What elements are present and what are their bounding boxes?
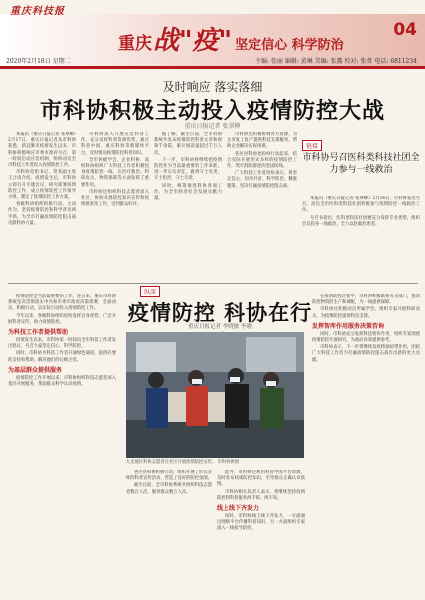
link-headline: 市科协号召医科类科技社团全力参与一线救治 <box>302 153 420 175</box>
paragraph: 同时，统筹推进科协各项工作，为全市经济社会发展贡献力量。 <box>154 183 222 202</box>
paper-name: 重庆科技报 <box>10 6 65 17</box>
paragraph: 各区县科协积极行动，组织开展了形式多样的科普宣传活动，营造了良好的防控氛围。 <box>126 470 212 482</box>
paragraph: 全市各级学会、企业科协、高校科协组织广大科技工作者积极投身疫情防控一线，在医疗救治、科研攻关、物资保障等方面发挥了重要作用。 <box>81 157 149 188</box>
subhead: 为基层群众提供服务 <box>8 366 63 374</box>
paragraph: 本报讯（重庆日报记者 张翠柳）2月16日，市科协发出号召，动员全市医科类科技社团积极参与疫情防控一线救治工作。 <box>302 196 420 214</box>
paragraph: 市科协还积极协调各方资源，为企业复工复产提供科技支撑服务，帮助企业解决实际困难。 <box>227 132 297 150</box>
link-tag: 链接 <box>302 140 322 151</box>
paragraph: 市科协表示，下一步将继续发挥桥梁纽带作用，团结广大科技工作者为打赢疫情防控阻击战作出新的更大贡献。 <box>312 345 420 363</box>
link-box <box>302 138 420 192</box>
paragraph: 疫情防控工作开展以来，市科协组织科技志愿者深入基层开展服务，帮助群众科学认识疫情。 <box>8 375 116 388</box>
story1-column-3 <box>154 132 222 280</box>
story2-headline: 疫情防控 科协在行 <box>127 301 313 325</box>
section-title <box>118 20 344 57</box>
paragraph: 市科协还组织科技志愿者深入社区，协助开展防控知识宣传和疫情排查等工作，受到群众好评。 <box>81 189 149 208</box>
paragraph: 各区县科协也纷纷行动起来，结合实际开展形式多样的疫情防控工作，筑牢群防群控的坚固防线。 <box>227 151 297 170</box>
subhead: 为科技工作者提供帮助 <box>8 329 69 337</box>
paragraph: 各级科协组织积极行动，主动作为，坚持疫情防控和科学普及两手抓，为全市打赢疫情防控阻击战贡献科协力量。 <box>8 202 76 226</box>
paragraph: 下一步，市科协将继续把疫情防控作为当前最重要的工作来抓，进一步压实责任，做到守土有责、守土担责、守土尽责。 <box>154 157 222 182</box>
paragraph: 此外，市科协还利用科普中国平台资源，及时发布权威防控知识，引导群众正确认识疫情。 <box>217 470 305 488</box>
link-body <box>302 196 420 280</box>
section-divider <box>8 283 418 284</box>
section-title-fight: 战"疫" <box>153 26 233 56</box>
section-title-city: 重庆 <box>118 34 152 54</box>
volunteers-photo-illustration <box>126 332 304 458</box>
story2-column-2 <box>126 470 212 594</box>
paragraph: 同时，市科协充分发挥科技智库作用，组织专家围绕疫情防控开展研究，为政府决策提供参考。 <box>312 331 420 344</box>
paragraph: 市科协相关负责人表示，将继续坚持疫情防控和科普服务两手抓、两不误。 <box>217 489 305 501</box>
paragraph: 今年以来，各级科协组织纷纷发挥自身优势，广泛开展科普宣传，助力疫情防控。 <box>8 313 116 325</box>
paragraph: 同时，市科协为科技工作者开通绿色通道，提供必要的支持和帮助，解决他们的后顾之忧。 <box>8 351 116 363</box>
paragraph: 据了解，截至目前，全市科协系统共发布疫情防控科普文章和视频千余篇，累计阅读量超过千万人次。 <box>154 132 222 156</box>
story2-column-4 <box>312 294 420 594</box>
photo-caption-text: 九龙坡区科协志愿者在社区开展疫情防控宣传。 <box>126 460 217 465</box>
paragraph: 市科协党组书记、常务副主席王合清介绍，疫情发生后，市科协立即召开专题会议，研究部署疫情防控工作，成立疫情防控工作领导小组，制定了疫情防控工作方案。 <box>8 170 76 201</box>
story1-byline: 重庆日报记者 张翠柳 <box>184 123 241 130</box>
photo-caption <box>126 460 304 466</box>
story1-headline: 市科协积极主动投入疫情防控大战 <box>39 99 385 124</box>
story1-column-2 <box>81 132 149 280</box>
story1-column-4 <box>227 132 297 280</box>
story2-column-3 <box>217 470 305 594</box>
story2-tag: 纵深 <box>140 286 160 297</box>
photo-credit: 市科协供图 <box>217 460 240 465</box>
story2-column-1 <box>8 294 116 594</box>
paragraph: 市科协还积极动员所属学会，组织专家开展科研攻关，为疫情防控提供科技支撑。 <box>312 307 420 319</box>
paragraph: 广大科技工作者纷纷表示，将坚定信心、同舟共济、科学防治、精准施策，坚决打赢疫情防控阻击战。 <box>227 171 297 189</box>
subhead: 发挥智库作用服务决策咨询 <box>312 322 385 330</box>
story1-kicker: 及时响应 落实落细 <box>162 80 263 94</box>
masthead-rule <box>0 66 425 69</box>
section-title-slogan: 坚定信心 科学防治 <box>235 38 344 53</box>
issue-date: 2020年2月18日 星期二 <box>6 58 71 65</box>
paragraph: 在疫情防控过程中，市科协积极联系有关部门，推动防控物资的生产和调配，为一线提供保障。 <box>312 294 420 306</box>
paragraph: 同时，市科协线上线下齐发力，一方面通过网络平台传播科普知识，另一方面组织专家深入一线指导防控。 <box>217 514 305 532</box>
paragraph: 市科协深入开展应急科普工作，充分发挥科普资源优势，通过科普中国、重庆科协等新媒体平台，及时推送疫情防控科普知识。 <box>81 132 149 156</box>
paragraph: 疫情防控是当前最重要的工作。连日来，重庆市科协系统坚决贯彻落实中央和市委市政府决策部署，全面动员，积极行动，以实际行动投入疫情防控工作。 <box>8 294 116 312</box>
paragraph: 疫情发生以来，市科协第一时间向全市科技工作者发出倡议，号召大家坚定信心、科学防控。 <box>8 338 116 350</box>
editor-info: 主编: 张丽 编辑: 黄琳 美编: 张露 校对: 张菁 电话: 6811234 <box>255 58 417 65</box>
paragraph: 号召书指出，医科类科技社团要充分发挥专业优势，组织会员投身一线救治，全力以赴救治患者。 <box>302 215 420 227</box>
masthead <box>0 0 425 70</box>
subhead: 线上线下齐发力 <box>217 505 260 513</box>
news-photo <box>126 332 304 458</box>
story2-byline: 重庆日报记者 李晓敏 李晓 <box>188 324 252 330</box>
story1-column-1 <box>8 132 76 280</box>
paragraph: 本报讯（重庆日报记者 张翠柳）2月17日，重庆日报记者从市科协获悉，新冠肺炎疫情发生以来，市科协积极响应市委市政府号召，第一时间启动应急机制，组织动员全市科技工作者投入疫情防控工作。 <box>8 132 76 169</box>
paragraph: 截至目前，全市科协系统共组织科技志愿者数百人次，服务群众数万人次。 <box>126 483 212 495</box>
page-number: 04 <box>393 20 417 40</box>
